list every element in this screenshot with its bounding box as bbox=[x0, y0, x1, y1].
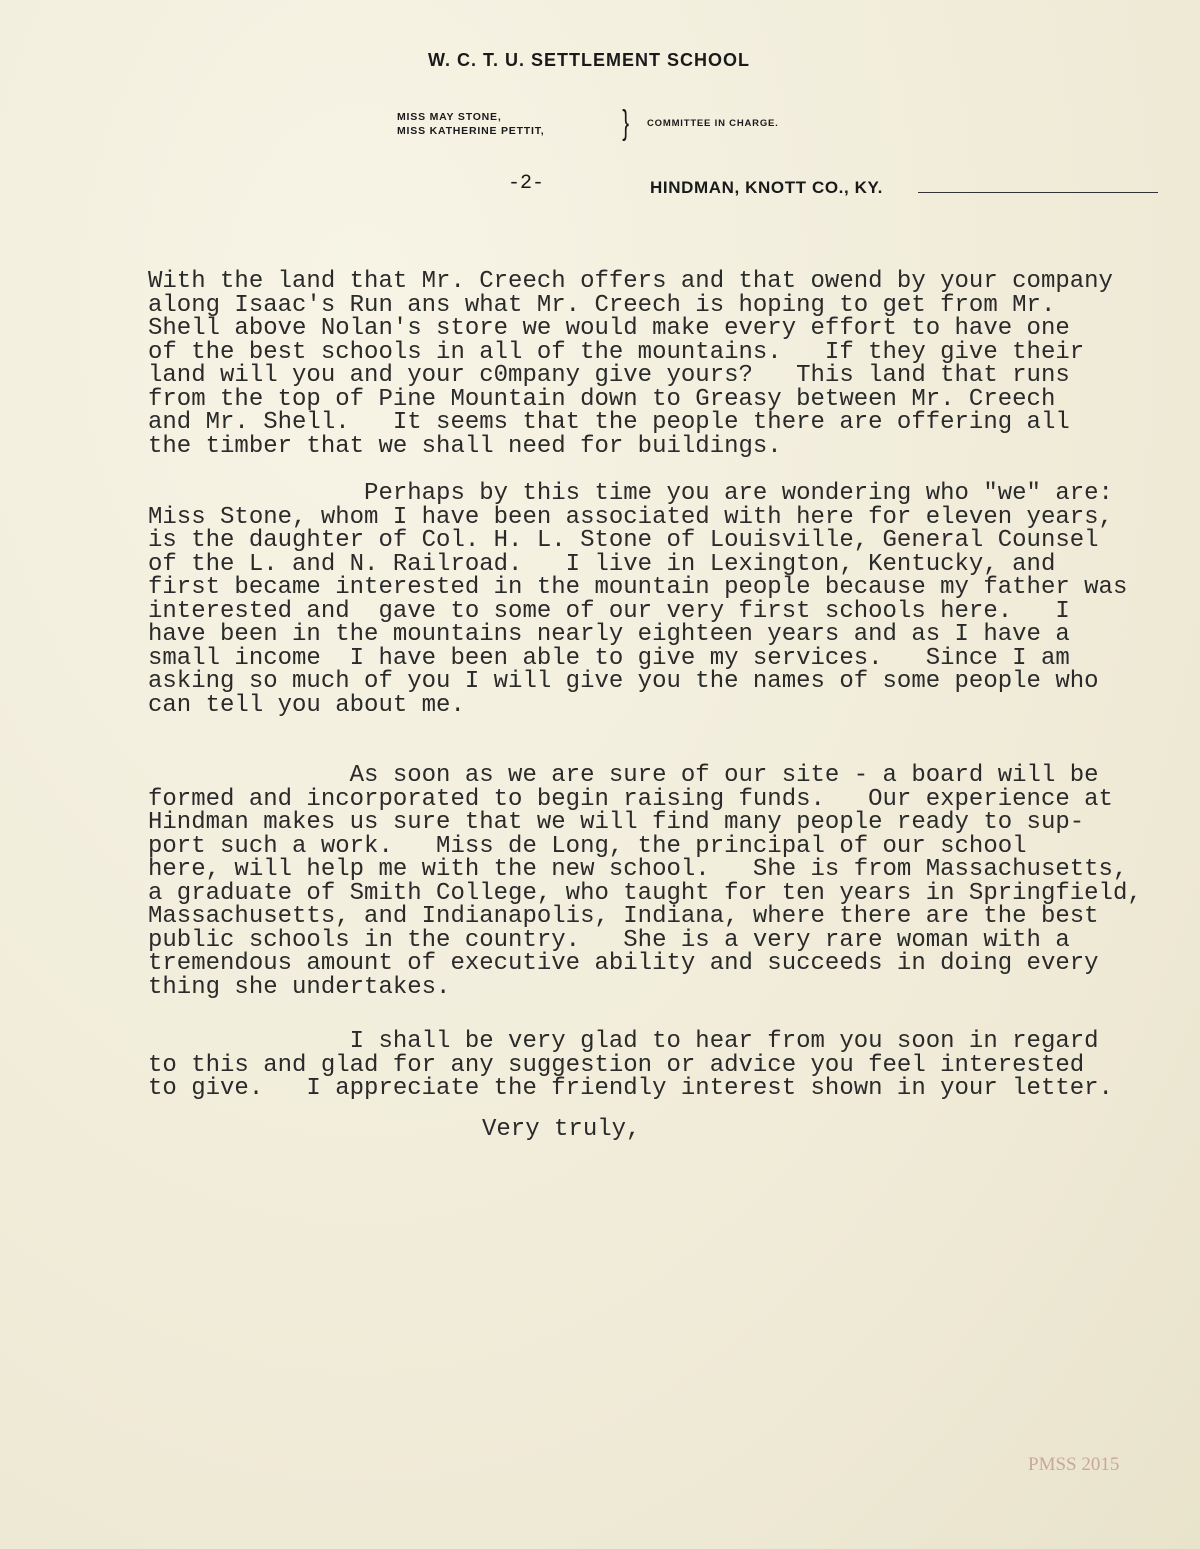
text-line: With the land that Mr. Creech offers and that owend by your company bbox=[148, 268, 1113, 295]
text-line: tremendous amount of executive ability and succeeds in doing every bbox=[148, 950, 1099, 977]
date-blank-line bbox=[918, 192, 1158, 193]
paragraph-3 bbox=[148, 764, 1142, 999]
text-line: can tell you about me. bbox=[148, 691, 465, 719]
text-line: is the daughter of Col. H. L. Stone of Louisville, General Counsel bbox=[148, 527, 1099, 554]
text-line: the timber that we shall need for buildings. bbox=[148, 432, 782, 460]
text-line: port such a work. Miss de Long, the principal of our school bbox=[148, 832, 1027, 860]
text-line: asking so much of you I will give you the names of some people who bbox=[148, 668, 1099, 695]
text-line: small income I have been able to give my services. Since I am bbox=[148, 644, 1070, 672]
text-line: a graduate of Smith College, who taught for ten years in Springfield, bbox=[148, 879, 1142, 907]
text-line: Perhaps by this time you are wondering who "we" are: bbox=[148, 480, 1113, 507]
text-line: interested and gave to some of our very first schools here. I bbox=[148, 597, 1070, 625]
place-line: HINDMAN, KNOTT CO., KY. bbox=[650, 178, 883, 197]
committee-name: MISS MAY STONE, bbox=[397, 111, 502, 123]
watermark: PMSS 2015 bbox=[1028, 1454, 1120, 1475]
text-line: first became interested in the mountain people because my father was bbox=[148, 574, 1128, 601]
text-line: Hindman makes us sure that we will find many people ready to sup- bbox=[148, 809, 1085, 836]
text-line: Shell above Nolan's store we would make every effort to have one bbox=[148, 315, 1070, 342]
committee-name: MISS KATHERINE PETTIT, bbox=[397, 125, 545, 137]
paragraph-1 bbox=[148, 270, 1113, 458]
text-line: to this and glad for any suggestion or advice you feel interested bbox=[148, 1051, 1085, 1079]
text-line: from the top of Pine Mountain down to Greasy between Mr. Creech bbox=[148, 385, 1056, 413]
text-line: to give. I appreciate the friendly interest shown in your letter. bbox=[148, 1075, 1113, 1102]
text-line: Miss Stone, whom I have been associated with here for eleven years, bbox=[148, 503, 1113, 531]
text-line: Massachusetts, and Indianapolis, Indiana, where there are the best bbox=[148, 903, 1099, 930]
text-line: thing she undertakes. bbox=[148, 973, 451, 1001]
committee-label: COMMITTEE IN CHARGE. bbox=[647, 118, 779, 129]
paragraph-2 bbox=[148, 482, 1127, 717]
text-line: here, will help me with the new school. She is from Massachusetts, bbox=[148, 856, 1128, 883]
committee-names bbox=[397, 110, 545, 138]
text-line: and Mr. Shell. It seems that the people there are offering all bbox=[148, 409, 1070, 436]
brace: } bbox=[622, 104, 630, 142]
text-line: along Isaac's Run ans what Mr. Creech is hoping to get from Mr. bbox=[148, 291, 1056, 319]
text-line: I shall be very glad to hear from you soon in regard bbox=[148, 1028, 1099, 1055]
page-number: -2- bbox=[508, 172, 545, 195]
closing: Very truly, bbox=[482, 1116, 641, 1143]
paragraph-4 bbox=[148, 1030, 1113, 1101]
text-line: formed and incorporated to begin raising funds. Our experience at bbox=[148, 785, 1113, 813]
text-line: public schools in the country. She is a very rare woman with a bbox=[148, 926, 1070, 954]
letterhead-title: W. C. T. U. SETTLEMENT SCHOOL bbox=[428, 50, 751, 70]
text-line: have been in the mountains nearly eighteen years and as I have a bbox=[148, 621, 1070, 648]
text-line: land will you and your c0mpany give yours? This land that runs bbox=[148, 362, 1070, 389]
text-line: As soon as we are sure of our site - a board will be bbox=[148, 762, 1099, 789]
text-line: of the best schools in all of the mountains. If they give their bbox=[148, 338, 1085, 366]
text-line: of the L. and N. Railroad. I live in Lexington, Kentucky, and bbox=[148, 550, 1056, 578]
